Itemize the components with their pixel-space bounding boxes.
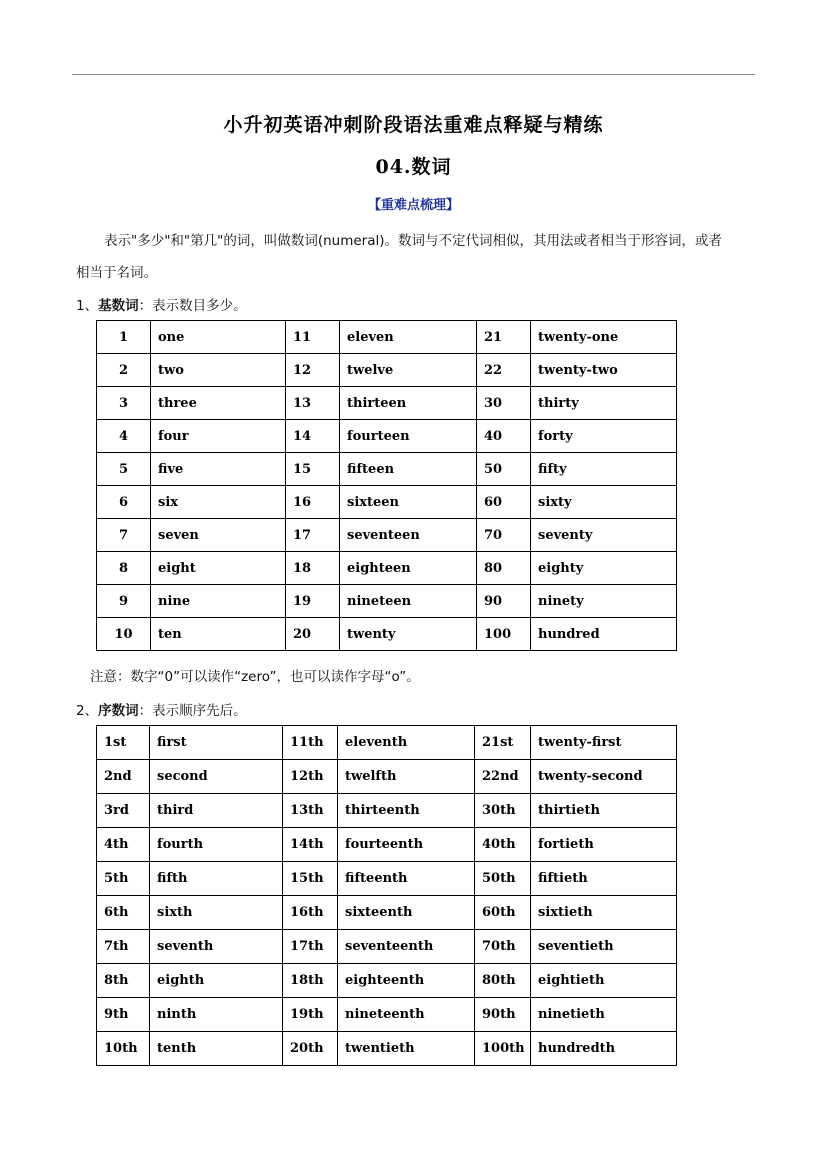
word-cell: ninth	[150, 998, 283, 1032]
word-cell: eight	[151, 552, 286, 585]
word-cell: five	[151, 453, 286, 486]
number-cell: 14	[286, 420, 340, 453]
table-row	[97, 387, 677, 420]
word-cell: one	[151, 321, 286, 354]
cardinal-heading-term: 基数词	[98, 298, 139, 314]
table-row	[97, 930, 677, 964]
number-cell: 8th	[97, 964, 150, 998]
number-cell: 1	[97, 321, 151, 354]
word-cell: first	[150, 726, 283, 760]
cardinal-heading-number: 1、	[76, 298, 99, 314]
number-cell: 2	[97, 354, 151, 387]
word-cell: fiftieth	[531, 862, 677, 896]
document-title: 小升初英语冲刺阶段语法重难点释疑与精练	[223, 114, 604, 136]
word-cell: fifth	[150, 862, 283, 896]
word-cell: ten	[151, 618, 286, 651]
word-cell: thirtieth	[531, 794, 677, 828]
number-cell: 9	[97, 585, 151, 618]
intro-paragraph-line2: 相当于名词。	[76, 265, 157, 281]
number-cell: 13	[286, 387, 340, 420]
number-cell: 5	[97, 453, 151, 486]
word-cell: nineteenth	[338, 998, 475, 1032]
word-cell: ninety	[531, 585, 677, 618]
number-cell: 6	[97, 486, 151, 519]
table-row	[97, 552, 677, 585]
number-cell: 13th	[283, 794, 338, 828]
number-cell: 18th	[283, 964, 338, 998]
header-rule	[72, 74, 755, 75]
word-cell: twenty	[340, 618, 477, 651]
number-cell: 9th	[97, 998, 150, 1032]
number-cell: 60th	[475, 896, 531, 930]
table-row	[97, 486, 677, 519]
number-cell: 6th	[97, 896, 150, 930]
word-cell: fifty	[531, 453, 677, 486]
word-cell: sixtieth	[531, 896, 677, 930]
word-cell: two	[151, 354, 286, 387]
word-cell: fourteen	[340, 420, 477, 453]
number-cell: 15	[286, 453, 340, 486]
number-cell: 20	[286, 618, 340, 651]
number-cell: 22	[477, 354, 531, 387]
number-cell: 100th	[475, 1032, 531, 1066]
table-row	[97, 964, 677, 998]
word-cell: four	[151, 420, 286, 453]
cardinal-heading	[76, 294, 247, 314]
number-cell: 40	[477, 420, 531, 453]
cardinal-numbers-table	[96, 320, 677, 651]
table-row	[97, 1032, 677, 1066]
word-cell: hundredth	[531, 1032, 677, 1066]
number-cell: 7th	[97, 930, 150, 964]
number-cell: 15th	[283, 862, 338, 896]
number-cell: 90	[477, 585, 531, 618]
number-cell: 80	[477, 552, 531, 585]
word-cell: sixth	[150, 896, 283, 930]
cardinal-heading-desc: ：表示数目多少。	[138, 298, 247, 314]
number-cell: 8	[97, 552, 151, 585]
table-row	[97, 726, 677, 760]
number-cell: 70	[477, 519, 531, 552]
ordinal-heading-number: 2、	[76, 703, 99, 719]
number-cell: 19	[286, 585, 340, 618]
number-cell: 100	[477, 618, 531, 651]
word-cell: eleven	[340, 321, 477, 354]
word-cell: eighty	[531, 552, 677, 585]
number-cell: 90th	[475, 998, 531, 1032]
table-row	[97, 794, 677, 828]
table-row	[97, 453, 677, 486]
word-cell: twelfth	[338, 760, 475, 794]
word-cell: seventh	[150, 930, 283, 964]
table-row	[97, 760, 677, 794]
word-cell: third	[150, 794, 283, 828]
number-cell: 40th	[475, 828, 531, 862]
word-cell: fortieth	[531, 828, 677, 862]
word-cell: sixty	[531, 486, 677, 519]
document-subtitle: 04.数词	[375, 156, 452, 178]
table-row	[97, 896, 677, 930]
note-text: 注意：数字“0”可以读作“zero”，也可以读作字母“o”。	[90, 669, 420, 685]
table-row	[97, 354, 677, 387]
word-cell: eleventh	[338, 726, 475, 760]
word-cell: seventieth	[531, 930, 677, 964]
number-cell: 10	[97, 618, 151, 651]
number-cell: 7	[97, 519, 151, 552]
number-cell: 30	[477, 387, 531, 420]
number-cell: 3	[97, 387, 151, 420]
word-cell: hundred	[531, 618, 677, 651]
table-row	[97, 828, 677, 862]
table-row	[97, 618, 677, 651]
number-cell: 30th	[475, 794, 531, 828]
number-cell: 3rd	[97, 794, 150, 828]
ordinal-heading-term: 序数词	[98, 703, 139, 719]
word-cell: seventy	[531, 519, 677, 552]
word-cell: six	[151, 486, 286, 519]
word-cell: forty	[531, 420, 677, 453]
word-cell: eightieth	[531, 964, 677, 998]
word-cell: fifteen	[340, 453, 477, 486]
number-cell: 11	[286, 321, 340, 354]
number-cell: 5th	[97, 862, 150, 896]
number-cell: 2nd	[97, 760, 150, 794]
number-cell: 16	[286, 486, 340, 519]
word-cell: twentieth	[338, 1032, 475, 1066]
word-cell: three	[151, 387, 286, 420]
number-cell: 50	[477, 453, 531, 486]
number-cell: 21st	[475, 726, 531, 760]
number-cell: 10th	[97, 1032, 150, 1066]
number-cell: 70th	[475, 930, 531, 964]
number-cell: 12th	[283, 760, 338, 794]
word-cell: twenty-one	[531, 321, 677, 354]
word-cell: second	[150, 760, 283, 794]
number-cell: 4	[97, 420, 151, 453]
number-cell: 17	[286, 519, 340, 552]
number-cell: 11th	[283, 726, 338, 760]
word-cell: eighth	[150, 964, 283, 998]
word-cell: fifteenth	[338, 862, 475, 896]
section-heading: 【重难点梳理】	[367, 198, 459, 213]
number-cell: 20th	[283, 1032, 338, 1066]
number-cell: 1st	[97, 726, 150, 760]
word-cell: thirteen	[340, 387, 477, 420]
ordinal-numbers-table	[96, 725, 677, 1066]
number-cell: 60	[477, 486, 531, 519]
number-cell: 22nd	[475, 760, 531, 794]
ordinal-heading	[76, 699, 247, 719]
word-cell: fourteenth	[338, 828, 475, 862]
word-cell: twelve	[340, 354, 477, 387]
word-cell: thirty	[531, 387, 677, 420]
table-row	[97, 998, 677, 1032]
number-cell: 4th	[97, 828, 150, 862]
table-row	[97, 420, 677, 453]
word-cell: thirteenth	[338, 794, 475, 828]
number-cell: 50th	[475, 862, 531, 896]
word-cell: twenty-second	[531, 760, 677, 794]
word-cell: ninetieth	[531, 998, 677, 1032]
word-cell: seventeenth	[338, 930, 475, 964]
table-row	[97, 862, 677, 896]
word-cell: eighteenth	[338, 964, 475, 998]
word-cell: twenty-two	[531, 354, 677, 387]
number-cell: 19th	[283, 998, 338, 1032]
number-cell: 21	[477, 321, 531, 354]
word-cell: tenth	[150, 1032, 283, 1066]
word-cell: sixteenth	[338, 896, 475, 930]
word-cell: sixteen	[340, 486, 477, 519]
table-row	[97, 585, 677, 618]
number-cell: 12	[286, 354, 340, 387]
word-cell: twenty-first	[531, 726, 677, 760]
number-cell: 16th	[283, 896, 338, 930]
word-cell: seventeen	[340, 519, 477, 552]
table-row	[97, 321, 677, 354]
number-cell: 17th	[283, 930, 338, 964]
table-row	[97, 519, 677, 552]
intro-paragraph-line1: 表示"多少"和"第几"的词，叫做数词(numeral)。数词与不定代词相似，其用法或者相当于形容词，或者	[104, 233, 723, 249]
number-cell: 80th	[475, 964, 531, 998]
number-cell: 18	[286, 552, 340, 585]
word-cell: nine	[151, 585, 286, 618]
word-cell: nineteen	[340, 585, 477, 618]
word-cell: fourth	[150, 828, 283, 862]
word-cell: eighteen	[340, 552, 477, 585]
word-cell: seven	[151, 519, 286, 552]
number-cell: 14th	[283, 828, 338, 862]
ordinal-heading-desc: ：表示顺序先后。	[138, 703, 247, 719]
